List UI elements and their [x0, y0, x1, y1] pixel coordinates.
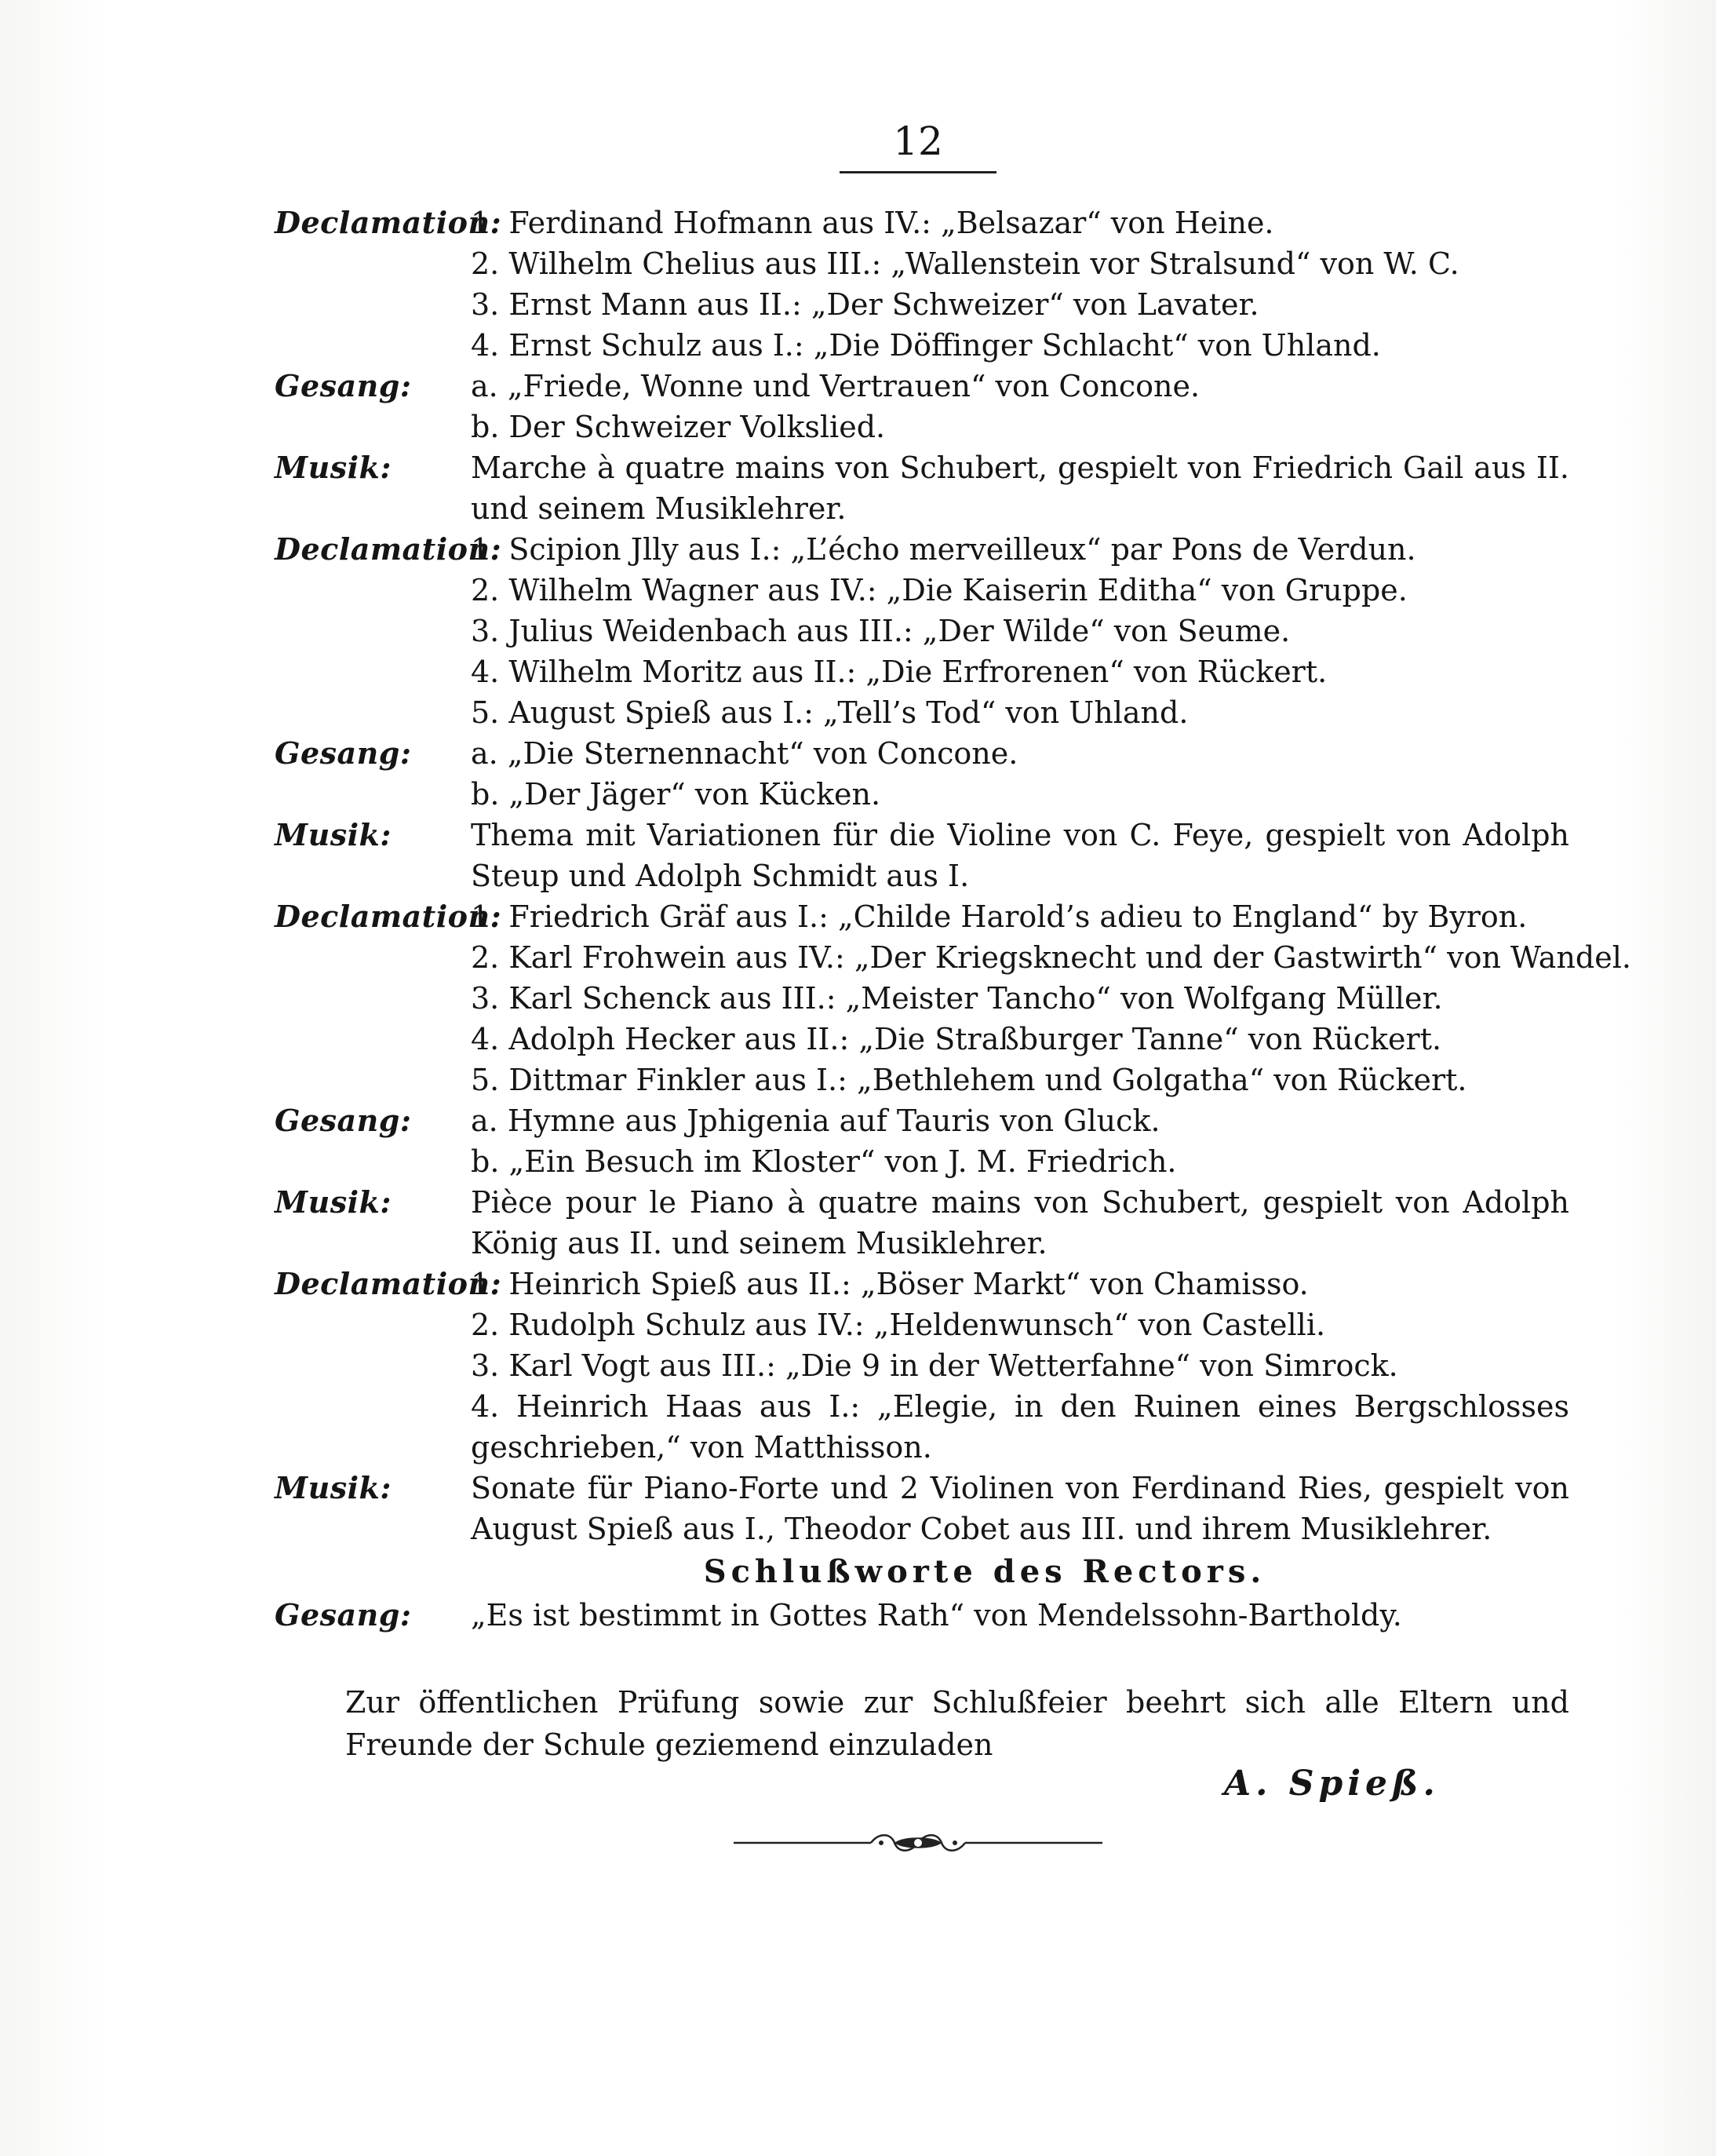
signature: A. Spieß. — [1224, 1764, 1440, 1804]
row-label: Declamation: — [275, 899, 502, 934]
program-row — [275, 978, 1569, 1019]
row-label: Declamation: — [275, 1266, 502, 1301]
row-label: Gesang: — [275, 1103, 412, 1138]
program-row — [275, 529, 1569, 570]
row-text: Sonate für Piano-Forte und 2 Violinen von Ferdinand Ries, gespielt von August Spieß aus I., Theodor Cobet aus III. und ihrem Musiklehrer. — [471, 1471, 1569, 1546]
program-row — [275, 815, 1569, 896]
program-row — [275, 366, 1569, 407]
row-text: 4. Heinrich Haas aus I.: „Elegie, in den Ruinen eines Bergschlosses geschrieben,“ von Matthisson. — [471, 1389, 1569, 1465]
program-row — [275, 1345, 1569, 1386]
invitation-text: Zur öffentlichen Prüfung sowie zur Schlußfeier beehrt sich alle Eltern und Freunde der Schule geziemend einzuladen — [345, 1685, 1569, 1762]
row-text: 3. Ernst Mann aus II.: „Der Schweizer“ von Lavater. — [471, 287, 1259, 322]
row-text: „Es ist bestimmt in Gottes Rath“ von Mendelssohn-Bartholdy. — [471, 1598, 1402, 1633]
row-text: 5. Dittmar Finkler aus I.: „Bethlehem und Golgatha“ von Rückert. — [471, 1063, 1467, 1097]
row-text: a. „Friede, Wonne und Vertrauen“ von Concone. — [471, 369, 1200, 403]
row-label: Musik: — [275, 817, 392, 852]
row-text: 2. Karl Frohwein aus IV.: „Der Kriegsknecht und der Gastwirth“ von Wandel. — [471, 940, 1631, 975]
row-text: 2. Wilhelm Wagner aus IV.: „Die Kaiserin Editha“ von Gruppe. — [471, 573, 1408, 607]
program-row — [275, 1386, 1569, 1468]
program-row — [275, 774, 1569, 815]
row-text: 1. Heinrich Spieß aus II.: „Böser Markt“ von Chamisso. — [471, 1267, 1309, 1301]
row-label: Declamation: — [275, 531, 502, 567]
program-row — [275, 611, 1569, 651]
program-row — [275, 447, 1569, 529]
row-text: a. „Die Sternennacht“ von Concone. — [471, 736, 1018, 771]
row-text: 1. Scipion Jlly aus I.: „L’écho merveilleux“ par Pons de Verdun. — [471, 532, 1416, 567]
program-row — [275, 202, 1569, 243]
program-row — [275, 1304, 1569, 1345]
row-label: Musik: — [275, 1184, 392, 1220]
row-label: Musik: — [275, 1470, 392, 1505]
row-text: Pièce pour le Piano à quatre mains von Schubert, gespielt von Adolph König aus II. und seinem Musiklehrer. — [471, 1185, 1569, 1260]
row-text: b. „Ein Besuch im Kloster“ von J. M. Friedrich. — [471, 1144, 1177, 1179]
program-row — [275, 1468, 1569, 1549]
row-label: Declamation: — [275, 205, 502, 240]
row-text: 4. Adolph Hecker aus II.: „Die Straßburger Tanne“ von Rückert. — [471, 1022, 1442, 1056]
program-row — [275, 325, 1569, 366]
row-text: 3. Karl Vogt aus III.: „Die 9 in der Wetterfahne“ von Simrock. — [471, 1348, 1398, 1383]
program-list — [275, 202, 1631, 1636]
row-text: a. Hymne aus Jphigenia auf Tauris von Gluck. — [471, 1104, 1160, 1138]
row-text: Marche à quatre mains von Schubert, gespielt von Friedrich Gail aus II. und seinem Musiklehrer. — [471, 451, 1569, 526]
row-text: 2. Rudolph Schulz aus IV.: „Heldenwunsch“ von Castelli. — [471, 1308, 1326, 1342]
row-text: 3. Julius Weidenbach aus III.: „Der Wilde“ von Seume. — [471, 614, 1291, 648]
row-text: 1. Friedrich Gräf aus I.: „Childe Harold’s adieu to England“ by Byron. — [471, 899, 1528, 934]
program-row — [275, 1060, 1569, 1100]
program-row — [275, 1182, 1569, 1264]
program-row — [275, 570, 1569, 611]
row-text: b. „Der Jäger“ von Kücken. — [471, 777, 881, 812]
program-row — [275, 1264, 1569, 1304]
row-text: 3. Karl Schenck aus III.: „Meister Tancho“ von Wolfgang Müller. — [471, 981, 1443, 1016]
program-row — [275, 407, 1569, 447]
row-label: Gesang: — [275, 735, 412, 771]
row-label: Gesang: — [275, 368, 412, 403]
program-row — [275, 651, 1569, 692]
program-row — [275, 1141, 1569, 1182]
page-number-rule — [840, 171, 996, 173]
program-row — [275, 243, 1569, 284]
closing-heading: Schlußworte des Rectors. — [703, 1553, 1266, 1590]
row-text: 2. Wilhelm Chelius aus III.: „Wallenstein vor Stralsund“ von W. C. — [471, 246, 1459, 281]
program-row — [275, 1100, 1569, 1141]
program-row — [275, 1019, 1569, 1060]
row-text: b. Der Schweizer Volkslied. — [471, 410, 886, 444]
final-song-row — [275, 1595, 1569, 1636]
program-row — [275, 733, 1569, 774]
row-text: Thema mit Variationen für die Violine von C. Feye, gespielt von Adolph Steup und Adolph Schmidt aus I. — [471, 818, 1569, 893]
row-label: Gesang: — [275, 1597, 412, 1633]
row-text: 4. Wilhelm Moritz aus II.: „Die Erfrorenen“ von Rückert. — [471, 655, 1328, 689]
program-row — [275, 896, 1569, 937]
program-row — [275, 692, 1569, 733]
row-text: 5. August Spieß aus I.: „Tell’s Tod“ von Uhland. — [471, 695, 1189, 730]
program-row — [275, 284, 1569, 325]
decorative-flourish-icon — [734, 1825, 1102, 1861]
page-number: 12 — [893, 119, 943, 164]
row-label: Musik: — [275, 450, 392, 485]
row-text: 4. Ernst Schulz aus I.: „Die Döffinger Schlacht“ von Uhland. — [471, 328, 1381, 363]
program-row — [275, 937, 1631, 978]
row-text: 1. Ferdinand Hofmann aus IV.: „Belsazar“ von Heine. — [471, 206, 1274, 240]
